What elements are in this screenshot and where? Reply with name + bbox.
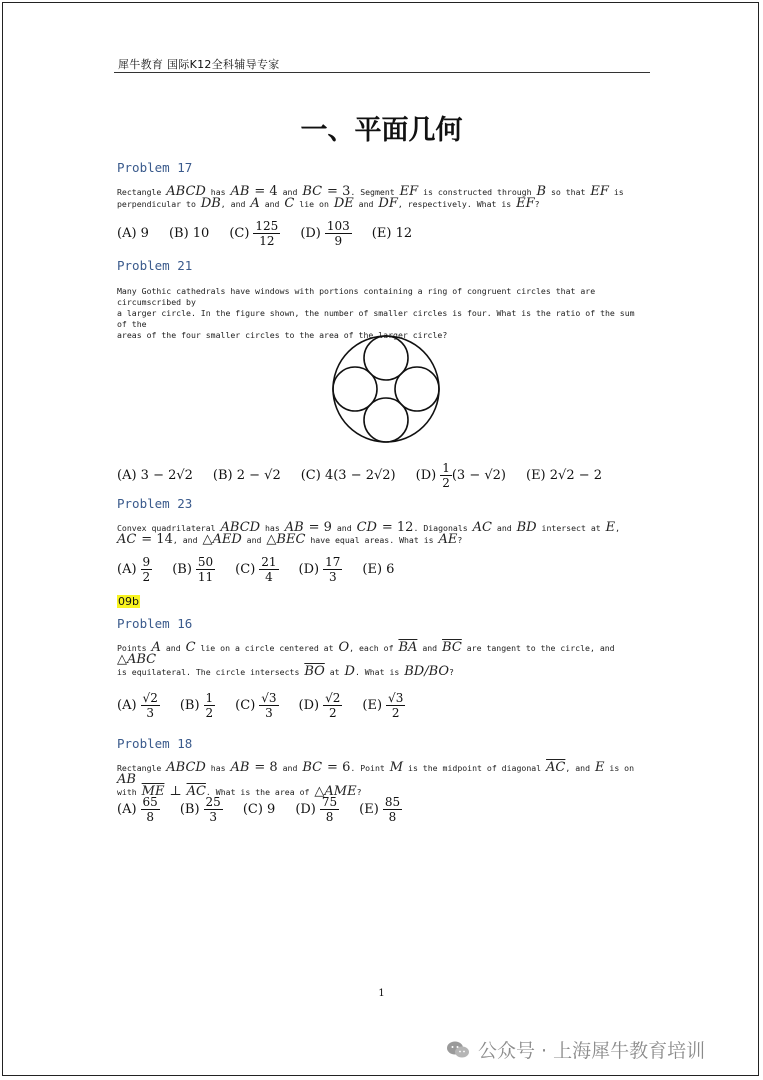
problem-21-text: Many Gothic cathedrals have windows with portions containing a ring of congruent circles that are circumscribed by a larger circle. In the figure shown, the number of smaller circles is four. What is the ratio of the sum of the areas of the four smaller circles to the area of the larger circle? <box>117 286 635 340</box>
answer-choice <box>243 802 276 817</box>
fraction-denominator: 2 <box>391 706 400 720</box>
answer-choice <box>301 468 396 483</box>
problem-23-heading: Problem 23 <box>117 496 193 511</box>
answer-label: (E) <box>362 698 383 713</box>
answer-label: (B) 2 − √2 <box>212 468 281 483</box>
answer-choice <box>213 468 281 483</box>
fraction-denominator: 2 <box>442 476 450 490</box>
fraction-denominator: 11 <box>197 570 214 584</box>
wechat-icon <box>446 1040 470 1060</box>
answer-choice <box>300 220 351 247</box>
large-circle <box>333 336 439 442</box>
answer-label: (B) <box>179 802 200 817</box>
answer-choice <box>299 692 343 719</box>
answer-choice <box>229 220 280 247</box>
answer-fraction <box>253 220 280 247</box>
answer-label: (E) 6 <box>362 562 395 577</box>
fraction-denominator: 9 <box>334 234 343 248</box>
header-rule <box>114 72 650 73</box>
answer-choice <box>416 462 506 489</box>
answer-choice <box>235 692 278 719</box>
answer-label: (C) <box>235 698 256 713</box>
answer-label: (A) 3 − 2√2 <box>117 468 193 483</box>
fraction-numerator: √3 <box>388 691 404 705</box>
answer-label: (A) 9 <box>117 226 149 241</box>
answer-label: (C) 9 <box>242 802 276 817</box>
answer-choice <box>359 796 402 823</box>
fraction-denominator: 3 <box>209 810 217 824</box>
answer-fraction <box>141 796 160 823</box>
problem-23-answers <box>117 556 414 583</box>
fraction-denominator: 2 <box>328 706 337 720</box>
problem-18-text: Rectangle ABCD has AB = 8 and BC = 6. Point M is the midpoint of diagonal $\overline{AC}$, and E is on AB with $\overline{ME}$ ⊥ $\overline{AC}$. What is the area of △AME? <box>117 760 635 799</box>
answer-fraction <box>141 692 160 719</box>
answer-label: (E) <box>359 802 379 817</box>
fraction-denominator: 12 <box>259 234 275 248</box>
answer-choice <box>362 562 394 577</box>
fraction-numerator: √2 <box>142 691 158 705</box>
answer-choice <box>180 796 223 823</box>
answer-fraction <box>204 692 216 719</box>
fraction-denominator: 3 <box>328 570 337 584</box>
answer-choice <box>172 556 215 583</box>
problem-21-answers <box>117 462 622 489</box>
answer-fraction <box>386 692 405 719</box>
fraction-numerator: 75 <box>321 795 338 809</box>
answer-label: (A) <box>117 562 137 577</box>
answer-choice <box>117 556 152 583</box>
fraction-numerator: 103 <box>326 219 350 233</box>
fraction-denominator: 8 <box>388 810 397 824</box>
answer-fraction <box>440 462 452 489</box>
watermark <box>446 1036 705 1063</box>
fraction-numerator: 65 <box>142 795 158 809</box>
answer-fraction <box>383 796 402 823</box>
answer-label: (C) <box>235 562 256 577</box>
fraction-denominator: 4 <box>265 570 273 584</box>
answer-fraction <box>259 556 278 583</box>
answer-label: (D) <box>298 698 320 713</box>
watermark-text: 公众号 · 上海犀牛教育培训 <box>478 1040 706 1062</box>
problem-18-heading: Problem 18 <box>117 736 193 751</box>
answer-label: (D) <box>295 802 316 817</box>
answer-choice <box>372 226 412 241</box>
fraction-numerator: 1 <box>442 461 450 475</box>
answer-fraction <box>323 692 342 719</box>
answer-fraction <box>259 692 278 719</box>
answer-choice <box>526 468 602 483</box>
answer-choice <box>235 556 278 583</box>
answer-label: (D) <box>300 226 321 241</box>
answer-fraction <box>323 556 342 583</box>
fraction-numerator: 50 <box>197 555 214 569</box>
fraction-denominator: 3 <box>265 706 273 720</box>
answer-choice <box>295 796 339 823</box>
answer-choice <box>117 468 193 483</box>
tag-09b: 09b <box>118 595 139 608</box>
fraction-numerator: 1 <box>205 691 214 705</box>
fraction-denominator: 2 <box>142 570 151 584</box>
answer-fraction <box>325 220 352 247</box>
fraction-denominator: 8 <box>146 810 154 824</box>
answer-fraction <box>320 796 339 823</box>
problem-16-answers <box>117 692 425 719</box>
problem-16-heading: Problem 16 <box>117 616 193 631</box>
answer-choice <box>299 556 343 583</box>
fraction-denominator: 8 <box>325 810 334 824</box>
fraction-numerator: 25 <box>205 795 221 809</box>
fraction-denominator: 2 <box>205 706 214 720</box>
answer-label: (D) <box>298 562 320 577</box>
answer-label: (B) <box>179 698 200 713</box>
fraction-numerator: 125 <box>255 219 279 233</box>
small-circle-left <box>333 367 377 411</box>
answer-label: (A) <box>117 698 137 713</box>
problem-18-answers <box>117 796 422 823</box>
answer-choice <box>180 692 215 719</box>
answer-choice <box>169 226 209 241</box>
problem-17-text: Rectangle ABCD has AB = 4 and BC = 3. Segment EF is constructed through B so that EF is perpendicular to DB, and A and C lie on DE and DF, respectively. What is EF? <box>117 184 624 211</box>
answer-label: (C) <box>229 226 250 241</box>
problem-17-heading: Problem 17 <box>117 160 193 175</box>
problem-16-text: Points A and C lie on a circle centered at O, each of $\overline{BA}$ and $\overline{BC}$ are tangent to the circle, and △ABC is equilateral. The circle intersects $\overline{BO}$ at D. What is BD/BO? <box>117 640 615 679</box>
answer-label: (B) <box>172 562 192 577</box>
answer-label: (B) 10 <box>168 226 210 241</box>
fraction-numerator: √2 <box>325 691 341 705</box>
small-circle-right <box>395 367 439 411</box>
fraction-numerator: 17 <box>325 555 341 569</box>
circles-figure <box>330 333 442 445</box>
answer-fraction <box>141 556 153 583</box>
answer-choice <box>117 796 160 823</box>
answer-label: (A) <box>117 802 137 817</box>
answer-label: (E) 2√2 − 2 <box>526 468 603 483</box>
answer-label: (E) 12 <box>371 226 413 241</box>
fraction-numerator: 21 <box>261 555 277 569</box>
problem-21-heading: Problem 21 <box>117 258 193 273</box>
answer-label: (D) <box>415 468 437 483</box>
problem-17-answers <box>117 220 432 247</box>
answer-suffix: (3 − √2) <box>451 468 506 483</box>
fraction-numerator: 9 <box>142 555 151 569</box>
problem-23-text: Convex quadrilateral ABCD has AB = 9 and CD = 12. Diagonals AC and BD intersect at E, AC = 14, and △AED and △BEC have equal areas. What is AE? <box>117 520 621 547</box>
answer-fraction <box>196 556 215 583</box>
header-org: 犀牛教育 国际K12全科辅导专家 <box>118 58 280 71</box>
answer-fraction <box>204 796 223 823</box>
fraction-denominator: 3 <box>146 706 154 720</box>
answer-choice <box>117 226 149 241</box>
fraction-numerator: 85 <box>384 795 401 809</box>
answer-label: (C) 4(3 − 2√2) <box>300 468 396 483</box>
answer-choice <box>362 692 405 719</box>
fraction-numerator: √3 <box>261 691 277 705</box>
answer-choice <box>117 692 160 719</box>
page-number: 1 <box>378 988 385 999</box>
section-title: 一、平面几何 <box>300 115 463 146</box>
